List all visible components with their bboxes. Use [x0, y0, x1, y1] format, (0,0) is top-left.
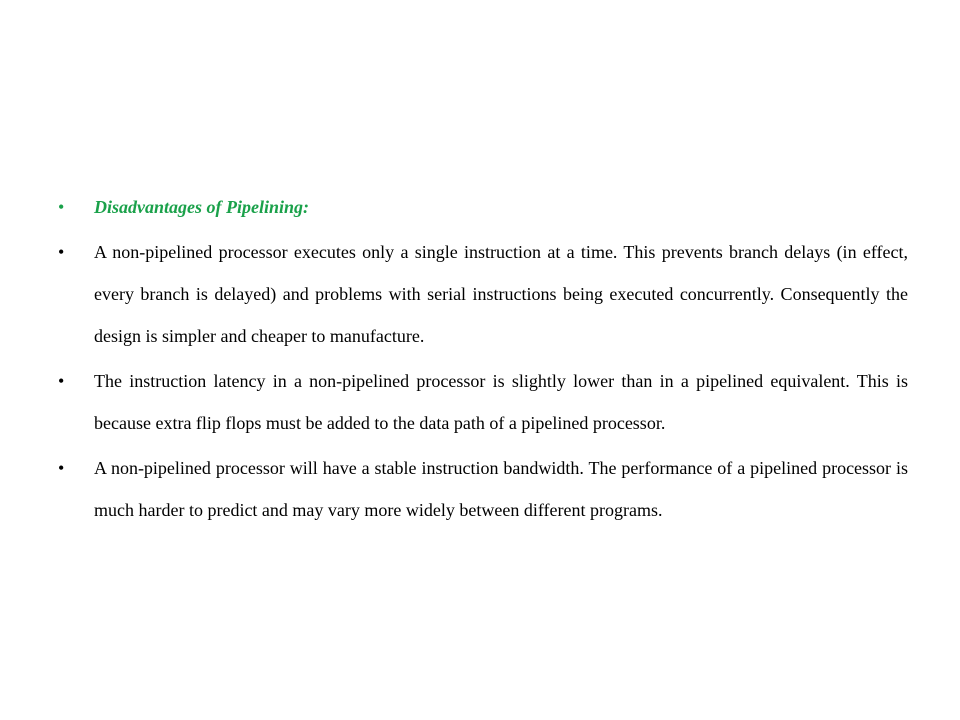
bullet-text-3: A non-pipelined processor will have a stable instruction bandwidth. The performance of a pipelined processor is much harder to predict and may vary more widely between different programs.	[94, 458, 908, 520]
bullet-marker: •	[58, 458, 65, 478]
bullet-marker: •	[58, 197, 65, 217]
bullet-text-2: The instruction latency in a non-pipelined processor is slightly lower than in a pipelined equivalent. This is because extra flip flops must be added to the data path of a pipelined processor.	[94, 371, 908, 433]
bullet-point-3	[58, 447, 908, 531]
bullet-point-2	[58, 360, 908, 444]
heading-bullet	[58, 186, 908, 228]
bullet-marker: •	[58, 242, 65, 262]
bullet-text-1: A non-pipelined processor executes only a single instruction at a time. This prevents branch delays (in effect, every branch is delayed) and problems with serial instructions being executed concurrently. Consequently the design is simpler and cheaper to manufacture.	[94, 242, 908, 346]
slide-heading: Disadvantages of Pipelining:	[94, 197, 309, 217]
bullet-point-1	[58, 231, 908, 357]
bullet-list	[58, 186, 908, 534]
bullet-marker: •	[58, 371, 65, 391]
